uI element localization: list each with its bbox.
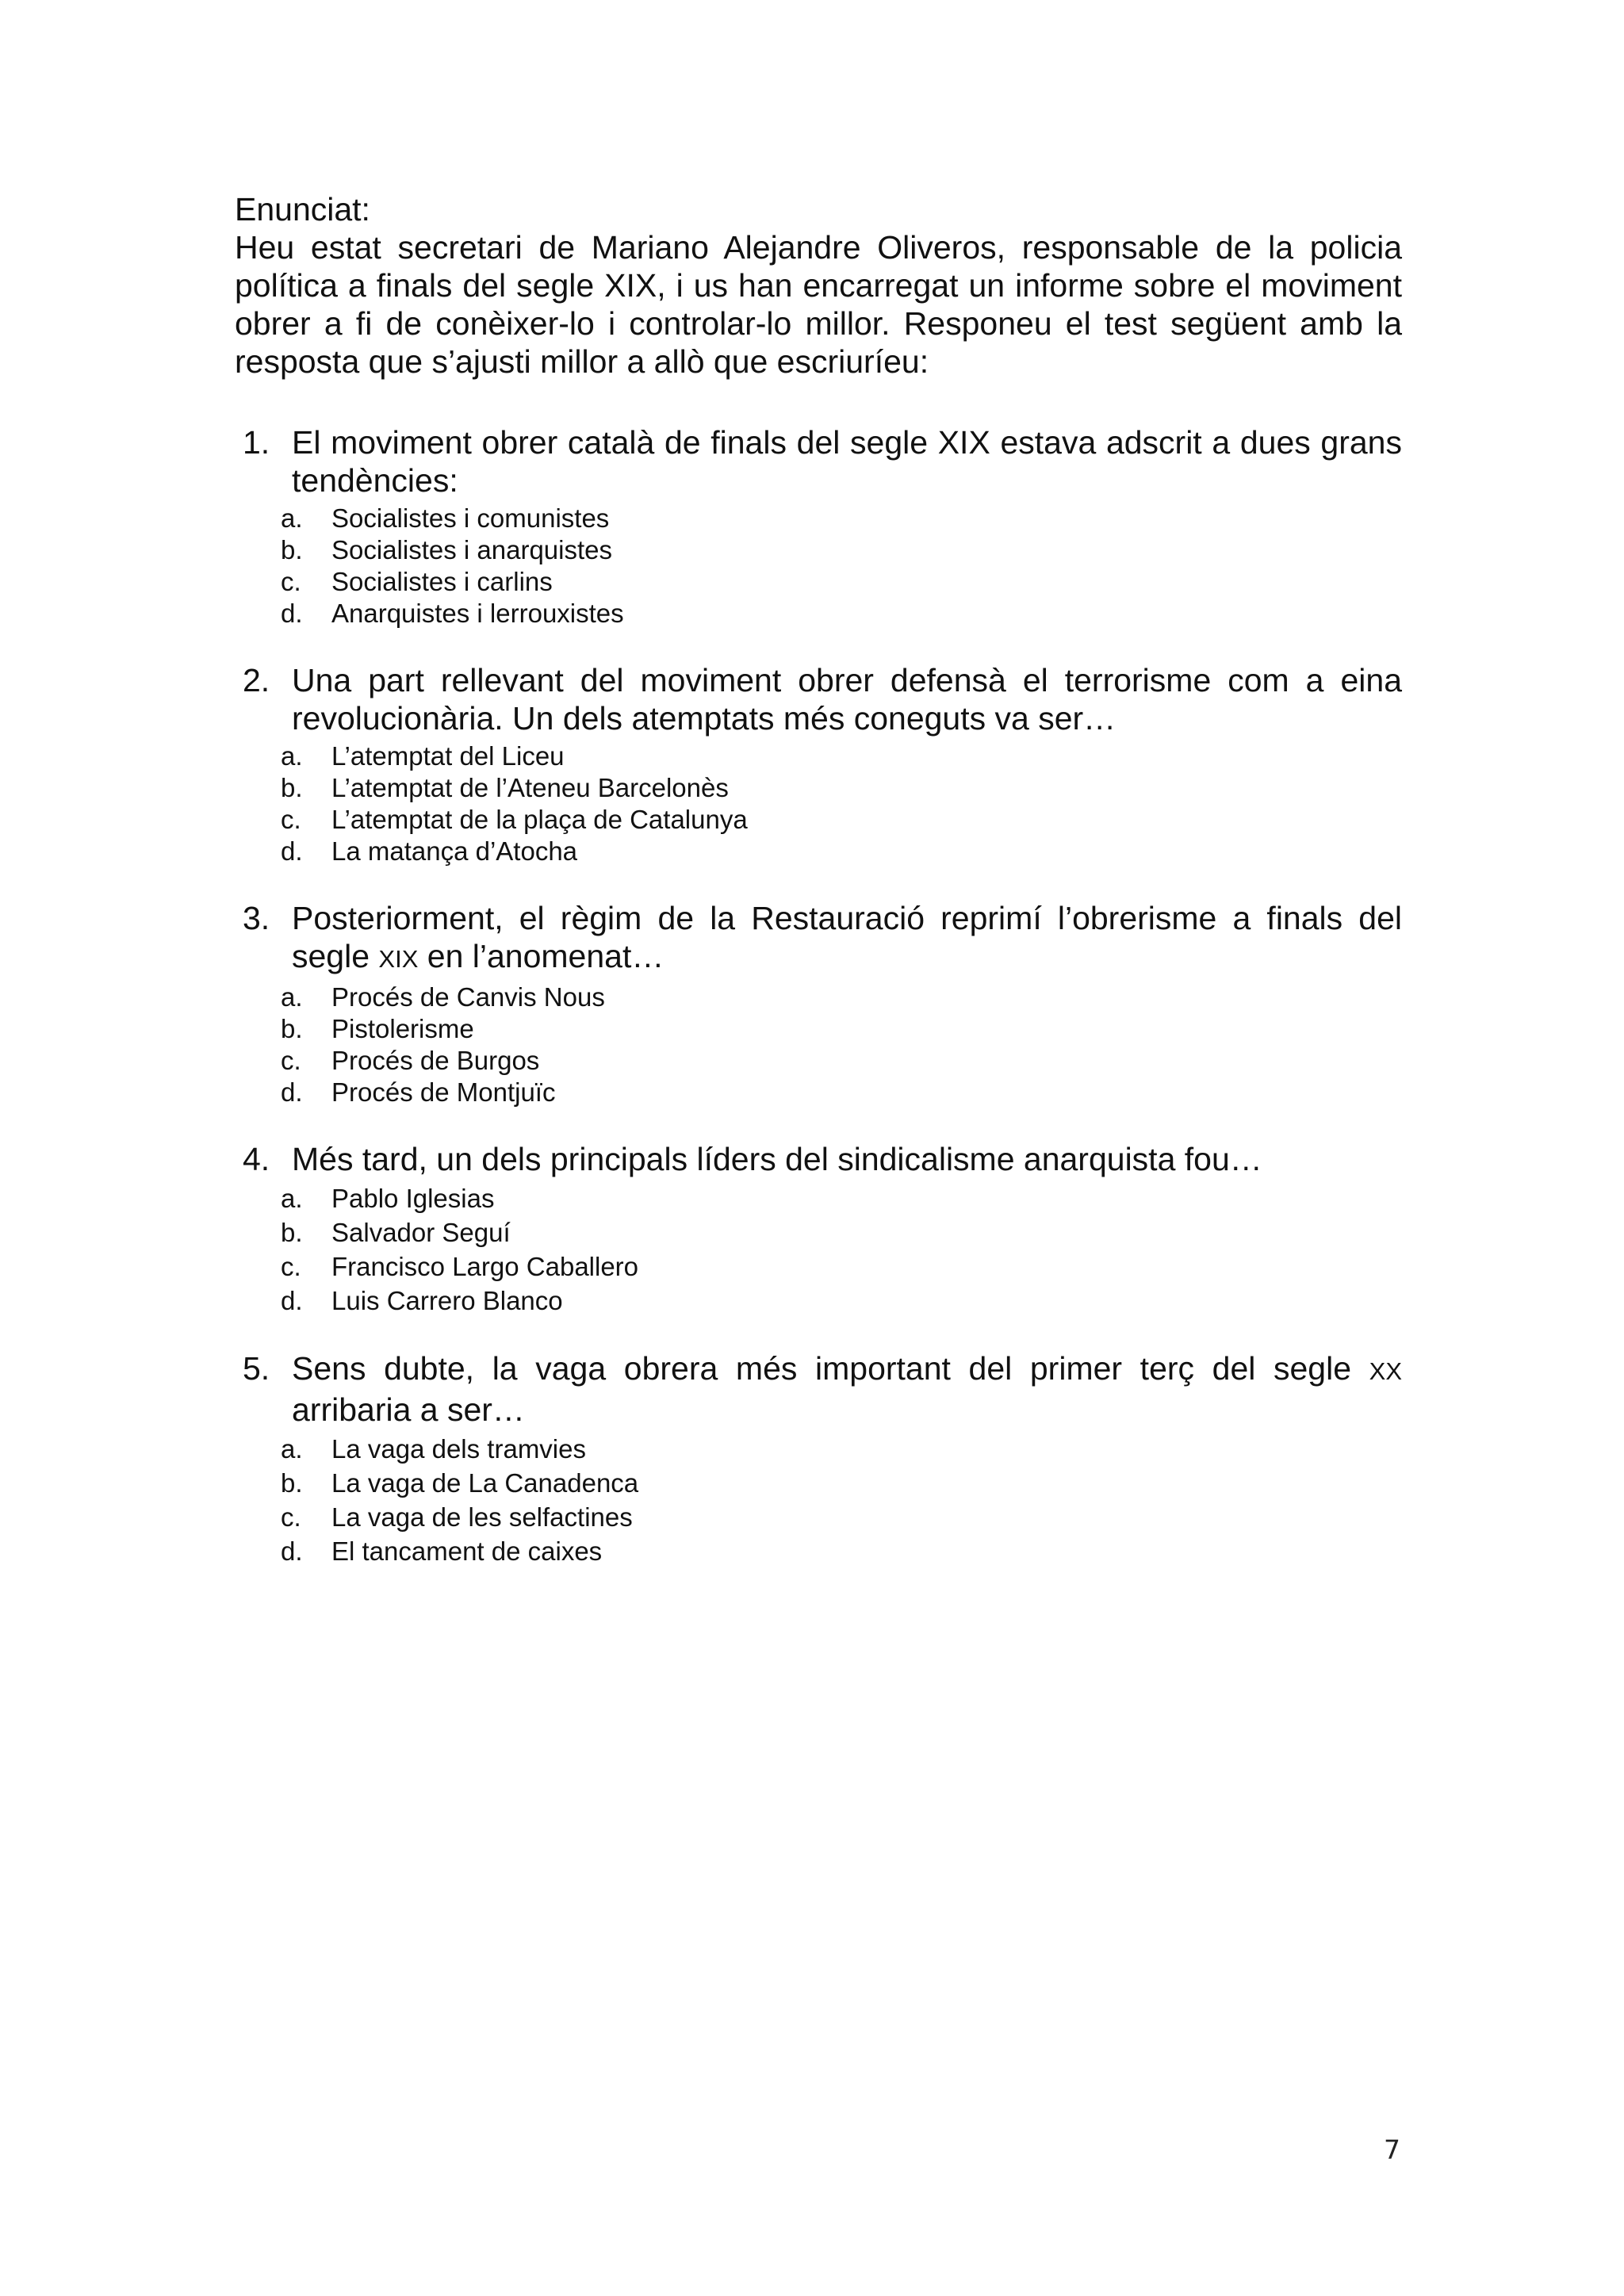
- option-a: a. Procés de Canvis Nous: [281, 982, 605, 1012]
- question-text: Posteriorment, el règim de la Restauració reprimí l’obrerisme a finals del segle XIX en l’anomenat…: [292, 900, 1402, 974]
- option-c: c. L’atemptat de la plaça de Catalunya: [281, 805, 748, 834]
- question-list: [235, 423, 1402, 1568]
- question-number: 3.: [243, 900, 270, 936]
- option-d: d. Anarquistes i lerrouxistes: [281, 599, 624, 628]
- heading-label: Enunciat:: [235, 191, 370, 228]
- option-c: c. Procés de Burgos: [281, 1046, 540, 1075]
- option-c: c. Francisco Largo Caballero: [281, 1252, 639, 1281]
- question-number: 2.: [243, 662, 270, 698]
- question-text: Sens dubte, la vaga obrera més important del primer terç del segle XX arribaria a ser…: [292, 1350, 1402, 1428]
- option-b: b. La vaga de La Canadenca: [281, 1468, 639, 1498]
- option-c: c. Socialistes i carlins: [281, 567, 553, 596]
- option-b: b. Socialistes i anarquistes: [281, 535, 613, 564]
- option-a: a. Socialistes i comunistes: [281, 503, 610, 533]
- option-list: [281, 1181, 1402, 1318]
- question-number: 1.: [243, 424, 270, 461]
- option-d: d. El tancament de caixes: [281, 1536, 603, 1566]
- option-b: b. L’atemptat de l’Ateneu Barcelonès: [281, 773, 729, 802]
- option-a: a. L’atemptat del Liceu: [281, 741, 565, 771]
- option-b: b. Pistolerisme: [281, 1014, 474, 1043]
- option-list: [281, 503, 1402, 629]
- question-1: [235, 423, 1402, 629]
- question-2: [235, 661, 1402, 867]
- option-c: c. La vaga de les selfactines: [281, 1502, 633, 1532]
- option-list: [281, 982, 1402, 1108]
- question-4: [235, 1140, 1402, 1318]
- question-text: El moviment obrer català de finals del segle XIX estava adscrit a dues grans tendències:: [292, 424, 1402, 499]
- question-number: 5.: [243, 1350, 270, 1387]
- option-list: [281, 740, 1402, 867]
- question-5: [235, 1349, 1402, 1568]
- option-a: a. Pablo Iglesias: [281, 1184, 495, 1213]
- question-text: Una part rellevant del moviment obrer defensà el terrorisme com a eina revolucionària. Un dels atemptats més coneguts va ser…: [292, 662, 1402, 737]
- option-a: a. La vaga dels tramvies: [281, 1434, 586, 1464]
- option-d: d. Procés de Montjuïc: [281, 1077, 556, 1107]
- option-d: d. Luis Carrero Blanco: [281, 1286, 563, 1315]
- question-3: [235, 899, 1402, 1108]
- roman-century: XX: [1369, 1357, 1402, 1385]
- page-content: [235, 190, 1402, 1600]
- option-d: d. La matança d’Atocha: [281, 836, 578, 866]
- question-text: Més tard, un dels principals líders del sindicalisme anarquista fou…: [292, 1141, 1262, 1177]
- option-b: b. Salvador Seguí: [281, 1218, 511, 1247]
- page-number: 7: [1384, 2134, 1400, 2165]
- intro-paragraph: Heu estat secretari de Mariano Alejandre Oliveros, responsable de la policia política a finals del segle XIX, i us han encarregat un informe sobre el moviment obrer a fi de conèixer-lo i controlar-lo millor. Responeu el test següent amb la resposta que s’ajusti millor a allò que escriuríeu:: [235, 229, 1402, 380]
- roman-century: XIX: [378, 945, 419, 973]
- option-list: [281, 1432, 1402, 1568]
- question-number: 4.: [243, 1141, 270, 1177]
